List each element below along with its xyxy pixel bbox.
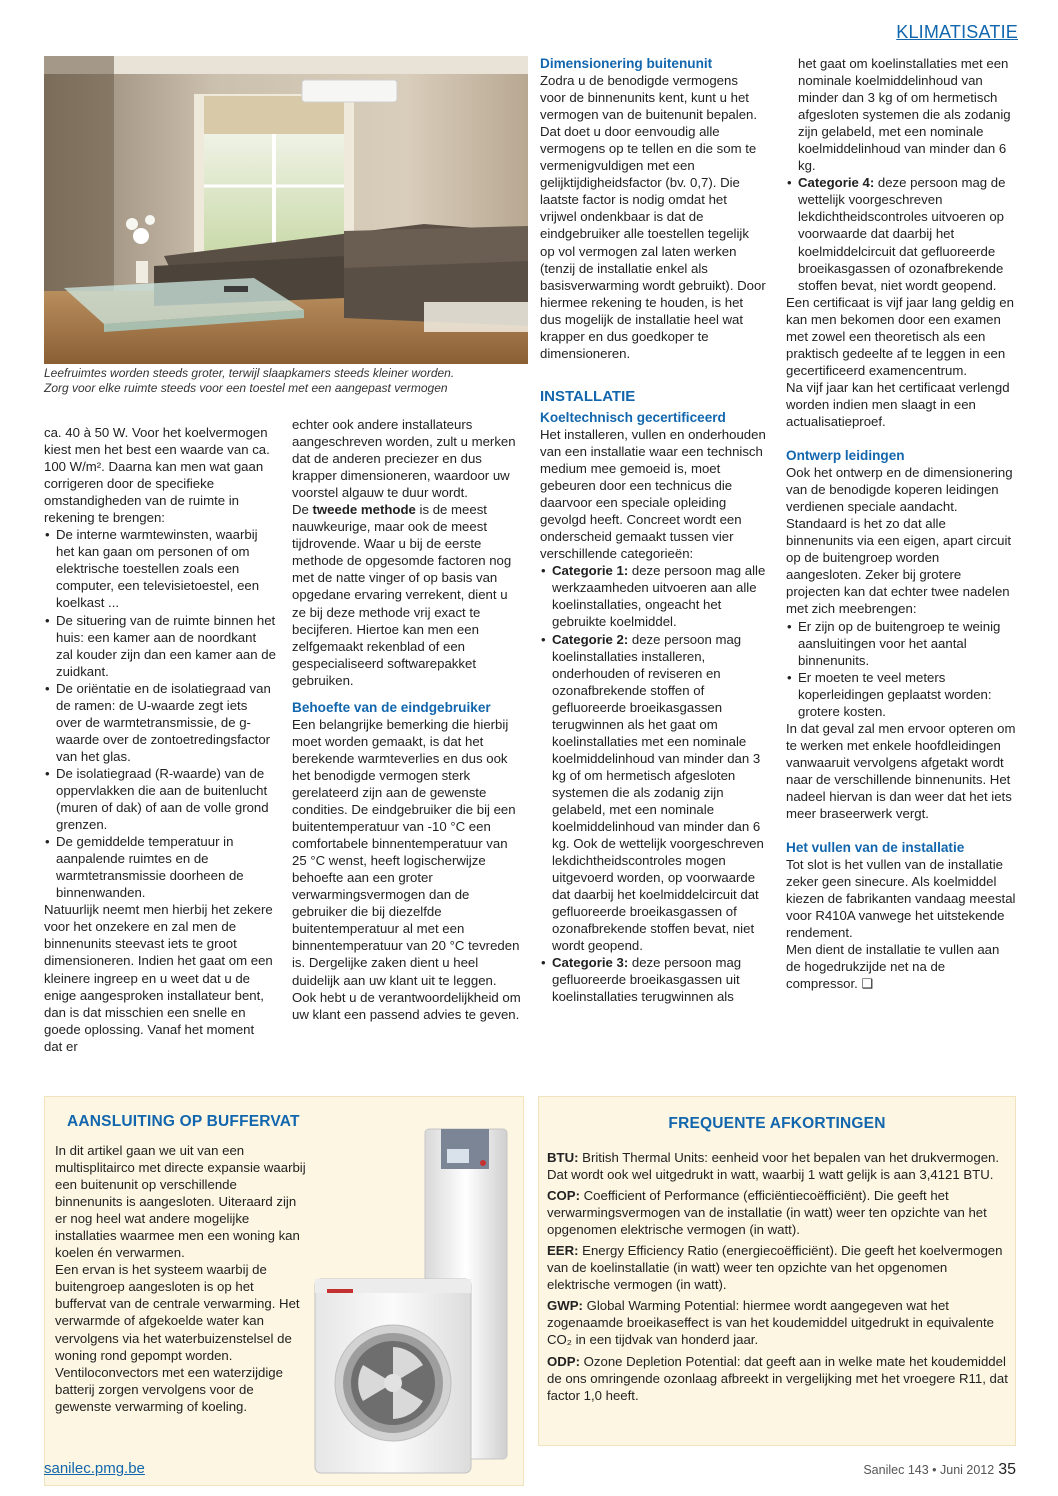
definition: British Thermal Units: eenheid voor het bepalen van het drukvermogen. Dat wordt ook wel uitgedrukt in watt, waarbij 1 watt gelijk is aan 3,4121 BTU. <box>547 1150 1000 1183</box>
section-tag: KLIMATISATIE <box>896 22 1018 42</box>
sidebar-box-afkortingen <box>538 1096 1016 1446</box>
bold-term: tweede methode <box>312 502 416 518</box>
footer-issue <box>863 1461 1016 1479</box>
subheading-dimensionering: Dimensionering buitenunit <box>540 56 713 71</box>
column-3 <box>540 55 766 1006</box>
definition: Ozone Depletion Potential: dat geeft aan in welke mate het koudemiddel de ons omringende ozonlaag afbreekt in vergelijking met het vroegere R11, dat factor 1,0 heeft. <box>547 1353 1008 1403</box>
column-1 <box>44 424 276 1055</box>
paragraph: Natuurlijk neemt men hierbij het zekere voor het onzekere en zal men de binnenunits steevast iets te groot dimensioneren. Indien het gaat om een kleinere ingreep en u weet dat u de enige aangesproken installateur bent, dan is dat misschien een snelle en goede oplossing. Vanaf het moment dat er <box>44 902 273 1054</box>
list-item <box>786 174 1016 293</box>
paragraph: Een belangrijke bemerking die hierbij moet worden gemaakt, is dat het berekende warmteverlies en dus ook het benodigde vermogen sterk gerelateerd zijn aan de gewenste condities. De eindgebruiker die bij een buitentemperatuur van -10 °C een comfortabele binnentemperatuur van 25 °C wenst, heeft logischerwijze behoefte aan een groter verwarmingsvermogen dan de gebruiker die bij diezelfde buitentemperatuur al met een binnentemperatuur van 20 °C tevreden is. Dergelijke zaken dient u heel duidelijk aan uw klant uit te leggen. Ook hebt u de verantwoordelijkheid om uw klant een passend advies te geven. <box>292 716 521 1022</box>
abbreviation-item <box>547 1353 1009 1404</box>
definition: Energy Efficiency Ratio (energiecoëfficiënt). Die geeft het koelvermogen van de koelinstallatie (in watt) weer ten opzichte van het opgenomen elektrische vermogen (in watt). <box>547 1243 1003 1293</box>
category-label: Categorie 1: <box>552 563 629 579</box>
caption-line-2: Zorg voor elke ruimte steeds voor een toestel met een aangepast vermogen <box>44 381 448 395</box>
end-mark: ❑ <box>861 976 874 992</box>
subheading-behoefte: Behoefte van de eindgebruiker <box>292 699 491 715</box>
list-item: het gaat om koelinstallaties met een nominale koelmiddelinhoud van minder dan 3 kg of om hermetisch afgesloten systemen die als zodanig zijn gelabeld, met een nominale koelmiddelinhoud van minder dan 6 kg. <box>798 56 1011 174</box>
caption-line-1: Leefruimtes worden steeds groter, terwijl slaapkamers steeds kleiner worden. <box>44 366 455 380</box>
paragraph: echter ook andere installateurs aangeschreven worden, zult u merken dat de anderen preciezer en dus krapper dimensioneren, waardoor uw voorstel algauw te duur wordt. <box>292 417 516 501</box>
category-list <box>540 562 766 1005</box>
list-item: • De interne warmtewinsten, waarbij het kan gaan om personen of om elektrische toestellen zoals een computer, een televisietoestel, een koelkast ... <box>44 526 276 611</box>
list-item: • Er zijn op de buitengroep te weinig aansluitingen voor het aantal binnenunits. <box>786 618 1016 669</box>
paragraph: Een ervan is het systeem waarbij de buitengroep aangesloten is op het buffervat van de centrale verwarming. Het verwarmde of afgekoelde water kan vervolgens via het waterbuizenstelsel de woning rond gepompt worden. Ventiloconvectors met een waterzijdige batterij zorgen vervolgens voor de gewenste verwarming of koeling. <box>55 1262 300 1414</box>
list-item: • De isolatiegraad (R-waarde) van de oppervlakken die aan de buitenlucht (muren of dak) of aan de volle grond grenzen. <box>44 765 276 833</box>
column-4 <box>786 55 1016 992</box>
heading-installatie: INSTALLATIE <box>540 387 636 405</box>
factor-list <box>44 526 276 901</box>
footer-site-link[interactable]: sanilec.pmg.be <box>44 1460 145 1477</box>
text-run: deze persoon mag koelinstallaties installeren, onderhouden of reviseren en ozonafbrekende stoffen of gefluoreerde broeikasgassen terugwinnen als het gaat om koelinstallaties met een nominale koelmiddelinhoud van minder dan 3 kg of om hermetisch afgesloten systemen die als zodanig zijn gelabeld, met een nominale koelmiddelinhoud van minder dan 6 kg. Ook de wettelijk voorgeschreven lekdichtheidscontroles mogen uitgevoerd worden, op voorwaarde dat daarbij het koelmiddelcircuit dat gefluoreerde broeikasgassen of ozonafbrekende stoffen bevat, niet wordt geopend. <box>552 631 764 954</box>
subheading-vullen: Het vullen van de installatie <box>786 840 965 856</box>
subheading-ontwerp-leidingen: Ontwerp leidingen <box>786 448 905 464</box>
paragraph: Zodra u de benodigde vermogens voor de binnenunits kent, kunt u het vermogen van de buitenunit bepalen. Dat doet u door eenvoudig alle vermogens op te tellen en die som te vermenigvuldigen met een gelijktijdigheidsfactor (bv. 0,7). Die laatste factor is nodig omdat het vrijwel ondenkbaar is dat de eindgebruiker alle toestellen tegelijk op vol vermogen zal laten werken (tenzij de installatie enkel als basisverwarming wordt gebruikt). Door hiermee rekening te houden, is het dus mogelijk de installatie heel wat krapper en dus goedkoper te dimensioneren. <box>540 73 766 361</box>
paragraph: Het installeren, vullen en onderhouden van een installatie waar een technisch medium mee gemoeid is, moet gebeuren door een technicus die daarvoor een speciale opleiding gevolgd heeft. Concreet wordt een onderscheid gemaakt tussen vier verschillende categorieën: <box>540 426 766 562</box>
box-title: AANSLUITING OP BUFFERVAT <box>67 1113 300 1130</box>
box-title: FREQUENTE AFKORTINGEN <box>668 1115 886 1132</box>
text-run: is de meest nauwkeurige, maar ook de meest tijdrovende. Waar u bij de eerste methode de opgesomde factoren nog met de natte vinger of op basis van opgedane ervaring verrekent, dient u ze bij deze methode vrij exact te becijferen. Hiertoe kan men een zelfgemaakt rekenblad of een gespecialiseerd softwarepakket gebruiken. <box>292 502 512 688</box>
photo-caption <box>44 366 528 396</box>
definition: Global Warming Potential: hiermee wordt aangegeven wat het zogenaamde broeikaseffect is van het koudemiddel uitgedrukt in equivalente CO₂ in een tijdvak van honderd jaar. <box>547 1298 994 1348</box>
text-run: deze persoon mag gefluoreerde broeikasgassen uit koelinstallaties terugwinnen als <box>552 955 742 1005</box>
abbreviation: ODP: <box>547 1353 580 1369</box>
heat-pump-image <box>307 1103 521 1483</box>
category-label: Categorie 3: <box>552 955 629 971</box>
list-item: • Er moeten te veel meters koperleidingen geplaatst worden: grotere kosten. <box>786 669 1016 720</box>
abbreviation-item <box>547 1149 1009 1183</box>
category-list-continued <box>786 55 1016 294</box>
definition: Coefficient of Performance (efficiëntiecoëfficiënt). Die geeft het verwarmingsvermogen van de installatie (in watt) weer ten opzichte van het opgenomen elektrische vermogen (in watt). <box>547 1188 987 1238</box>
paragraph: Tot slot is het vullen van de installatie zeker geen sinecure. Als koelmiddel kiezen de fabrikanten vandaag meestal voor R410A vanwege het uitstekende rendement. <box>786 857 1016 941</box>
page-number: 35 <box>998 1461 1016 1478</box>
text-run: De <box>292 502 313 518</box>
text-run: Men dient de installatie te vullen aan de hogedrukzijde net na de compressor. <box>786 942 1000 992</box>
list-item <box>540 631 766 955</box>
abbreviation: COP: <box>547 1188 580 1204</box>
abbreviation-item <box>547 1297 1009 1348</box>
text-run: deze persoon mag de wettelijk voorgeschreven lekdichtheidscontroles uitvoeren op voorwaarde dat daarbij het koelmiddelcircuit dat gefluoreerde broeikasgassen of ozonafbrekende stoffen bevat, niet wordt geopend. <box>798 175 1006 293</box>
paragraph: Na vijf jaar kan het certificaat verlengd worden indien men slaagt in een actualisatieproef. <box>786 379 1010 429</box>
issue-info: Sanilec 143 • Juni 2012 <box>863 1463 995 1477</box>
paragraph: In dit artikel gaan we uit van een multisplitairco met directe expansie waarbij een buitenunit op verschillende binnenunits is aangesloten. Uiteraard zijn er nog heel wat andere mogelijke installaties waarmee men een woning kan koelen én verwarmen. <box>55 1143 306 1261</box>
subheading-koeltechnisch: Koeltechnisch gecertificeerd <box>540 409 726 425</box>
category-label: Categorie 4: <box>798 175 875 191</box>
sidebar-box-buffervat <box>44 1096 524 1486</box>
list-item: • De gemiddelde temperatuur in aanpalende ruimtes en de warmtetransmissie doorheen de binnenwanden. <box>44 833 276 901</box>
box-text <box>547 1149 1009 1408</box>
living-room-photo <box>44 56 528 364</box>
paragraph: Een certificaat is vijf jaar lang geldig en kan men bekomen door een examen met zowel een theoretisch als een praktisch gedeelte af te leggen in een gecertificeerd examencentrum. <box>786 294 1014 378</box>
category-label: Categorie 2: <box>552 631 629 647</box>
paragraph: Ook het ontwerp en de dimensionering van de benodigde koperen leidingen verdienen speciale aandacht. Standaard is het zo dat alle binnenunits via een eigen, apart circuit op de buitengroep worden aangesloten. Zeker bij grotere projecten kan dat echter twee nadelen met zich meebrengen: <box>786 465 1013 617</box>
paragraph <box>292 501 524 689</box>
abbreviation-item <box>547 1242 1009 1293</box>
abbreviation: BTU: <box>547 1150 579 1165</box>
paragraph: In dat geval zal men ervoor opteren om te werken met enkele hoofdleidingen vanwaaruit vervolgens afgetakt wordt naar de verschillende binnenunits. Het nadeel hiervan is dan weer dat het iets meer braseerwerk vergt. <box>786 720 1016 822</box>
abbreviation: EER: <box>547 1243 579 1259</box>
abbreviation-item <box>547 1187 1009 1238</box>
list-item: • De oriëntatie en de isolatiegraad van de ramen: de U-waarde zegt iets over de warmtetransmissie, de g-waarde over de zontoetredingsfactor van het glas. <box>44 680 276 765</box>
paragraph: ca. 40 à 50 W. Voor het koelvermogen kiest men het best een waarde van ca. 100 W/m². Daarna kan men wat gaan corrigeren door de specifieke omstandigheden van de ruimte in rekening te brengen: <box>44 425 270 526</box>
list-item <box>540 562 766 630</box>
text-run: deze persoon mag alle werkzaamheden uitvoeren aan alle koelinstallaties, ongeacht het gebruikte koelmiddel. <box>552 563 766 630</box>
list-item <box>540 954 766 1005</box>
box-text <box>55 1142 307 1415</box>
paragraph <box>786 941 1016 992</box>
column-2 <box>292 416 524 1023</box>
disadvantage-list <box>786 618 1016 720</box>
abbreviation: GWP: <box>547 1298 583 1314</box>
list-item: • De situering van de ruimte binnen het huis: een kamer aan de noordkant zal kouder zijn dan een kamer aan de zuidkant. <box>44 612 276 680</box>
